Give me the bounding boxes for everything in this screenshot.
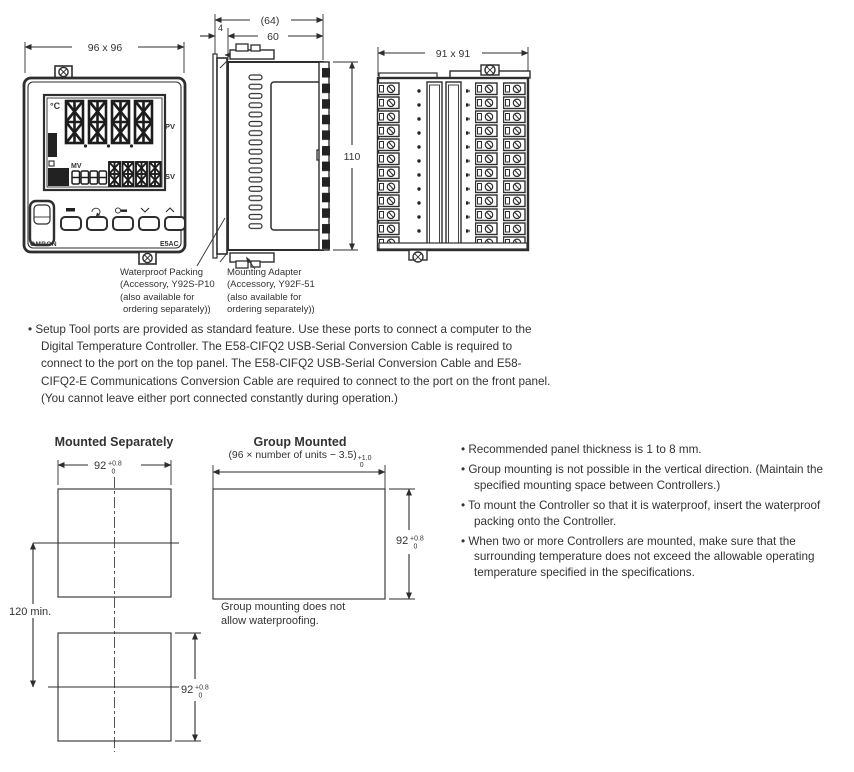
back-view-drawing — [365, 30, 545, 272]
callout-line: ordering separately)) — [227, 304, 315, 316]
side-bezel-depth-label: 4 — [218, 23, 224, 33]
sep-width-dimension — [94, 460, 122, 476]
terminal-column-left — [377, 82, 400, 248]
group-mounted-title: Group Mounted — [253, 435, 347, 449]
svg-text:92: 92 — [396, 535, 409, 547]
group-mounted-drawing — [202, 462, 442, 612]
svg-text:92: 92 — [181, 684, 194, 696]
back-dimension-label: 91 x 91 — [435, 48, 471, 60]
screw-icon — [485, 65, 495, 75]
svg-text:0: 0 — [111, 468, 116, 476]
callout-line: Mounting Adapter — [227, 267, 302, 278]
display-unit-label: °C — [50, 101, 61, 111]
model-logo: E5AC — [160, 241, 179, 248]
sv-label: SV — [165, 172, 176, 181]
vent-slots — [248, 74, 263, 232]
mounted-separately-title: Mounted Separately — [54, 435, 174, 449]
mounting-note: • Recommended panel thickness is 1 to 8 mm. — [461, 442, 854, 458]
sep-height-dimension — [179, 681, 221, 700]
group-formula-base: (96 × number of units − 3.5) — [228, 450, 357, 461]
callout-line: ordering separately)) — [123, 304, 211, 316]
svg-text:92: 92 — [94, 460, 107, 472]
sep-spacing-dimension: 120 min. — [9, 606, 52, 618]
group-mounting-note: Group mounting does not allow waterproofing. — [221, 601, 346, 627]
pv-label: PV — [165, 122, 176, 131]
mounting-note: • To mount the Controller so that it is waterproof, insert the waterproof packing onto the Controller. — [461, 498, 854, 530]
terminal-column-right-1 — [475, 82, 498, 248]
group-formula-sub: 0 — [359, 462, 364, 469]
mounting-adapter-callout — [227, 267, 339, 317]
side-height-label: 110 — [343, 151, 361, 163]
mv-label: MV — [71, 163, 82, 170]
callout-line: (also available for — [227, 291, 302, 303]
svg-text:+0.8: +0.8 — [410, 535, 424, 543]
terminal-column-right-2 — [503, 82, 526, 248]
mounting-note: • When two or more Controllers are mounted, make sure that the surrounding temperature does not exceed the allowable operating temperature specified in the specifications. — [461, 534, 854, 582]
terminal-blocks-side — [321, 66, 331, 251]
svg-text:0: 0 — [413, 543, 418, 551]
brand-logo: OMRON — [30, 241, 57, 248]
setup-tool-note: • Setup Tool ports are provided as standard feature. Use these ports to connect a computer to the Digital Temperature Controller. The E58-CIFQ2 USB-Serial Conversion Cable is required to connect to the port on the top panel. The E58-CIFQ2 USB-Serial Conversion Cable and E58-CIFQ2-E Communications Conversion Cable are required to connect to the port on the front panel. (You cannot leave either port connected constantly during operation.) — [28, 321, 551, 407]
mounting-note: • Group mounting is not possible in the vertical direction. (Maintain the specified mounting space between Controllers.) — [461, 462, 854, 494]
side-total-depth-label: (64) — [260, 15, 280, 27]
mounted-separately-drawing — [8, 452, 222, 770]
side-view-drawing — [87, 0, 380, 312]
side-behind-panel-label: 60 — [267, 31, 279, 43]
screw-icon — [413, 252, 423, 262]
pf-key-icon — [66, 208, 75, 212]
callout-line: (Accessory, Y92S-P10 — [120, 279, 215, 291]
status-indicator-block — [48, 168, 69, 186]
svg-text:+0.8: +0.8 — [195, 684, 209, 692]
svg-text:0: 0 — [198, 692, 203, 700]
svg-text:+0.8: +0.8 — [108, 460, 122, 468]
callout-line: Waterproof Packing — [120, 267, 204, 278]
group-height-dimension — [394, 532, 436, 551]
pf-key-button — [61, 217, 81, 230]
callout-line: (Accessory, Y92F-51 — [227, 279, 315, 291]
group-formula-sup: +1.0 — [357, 455, 372, 462]
group-panel-cutout — [213, 489, 385, 599]
setup-port-door — [30, 201, 54, 245]
mounting-notes-list — [461, 442, 854, 585]
callout-line: (also available for — [120, 291, 195, 303]
bar-indicator — [48, 133, 57, 157]
front-dimension-label: 96 x 96 — [87, 42, 123, 54]
screw-icon — [59, 67, 68, 76]
waterproof-packing-callout — [120, 267, 224, 317]
